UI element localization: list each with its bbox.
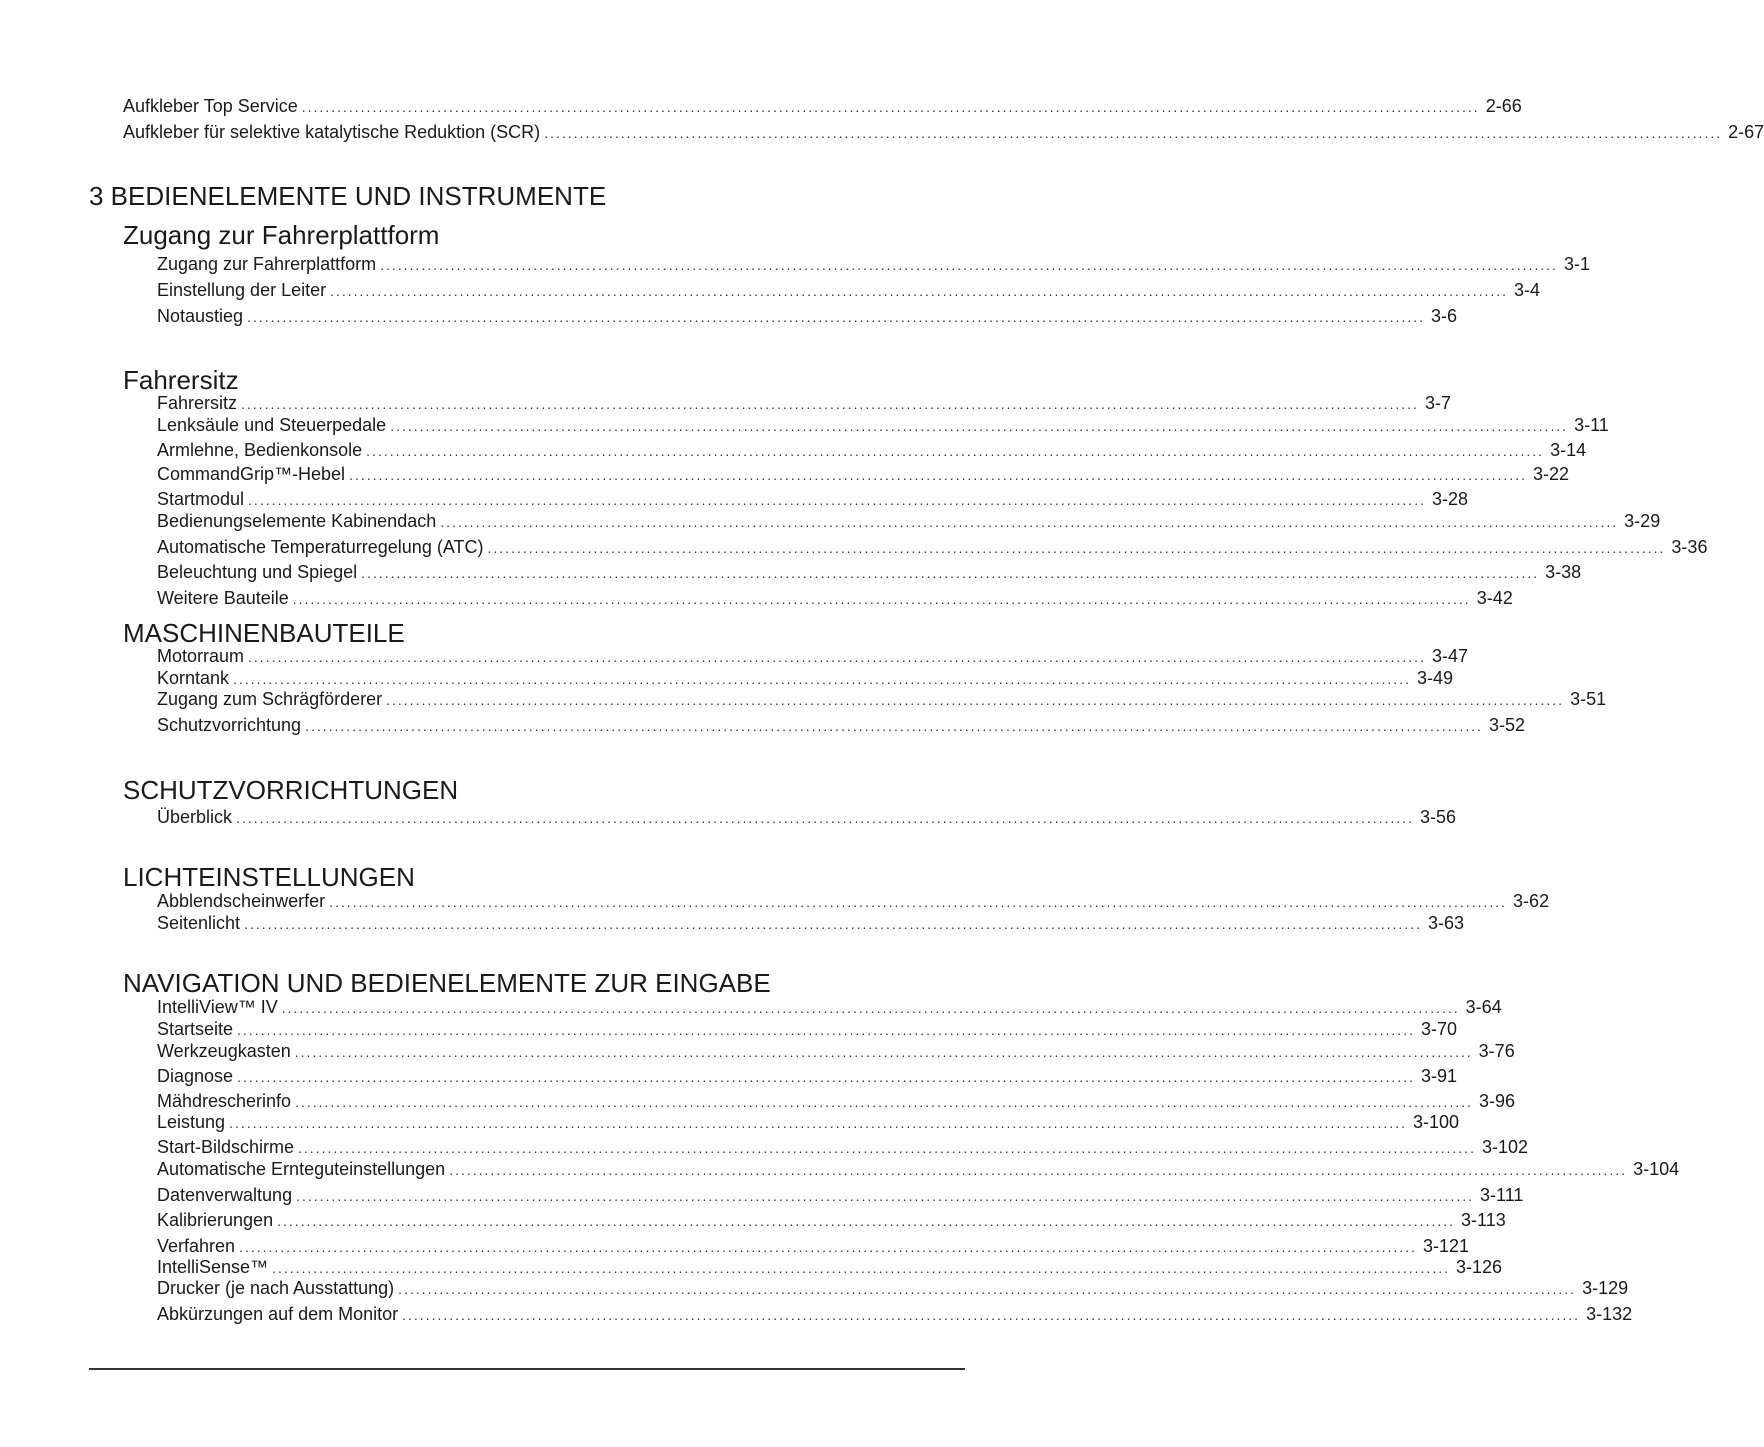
section-heading: Fahrersitz	[123, 365, 239, 395]
toc-entry[interactable]	[157, 1136, 1529, 1158]
toc-entry-label: Mähdrescherinfo	[157, 1091, 292, 1111]
toc-entry-page: 3-111	[1480, 1185, 1524, 1205]
toc-leader-dots: ........................................................................................................................................................................................................	[248, 492, 1426, 508]
toc-entry-label: Lenksäule und Steuerpedale	[157, 415, 387, 435]
toc-entry-page: 3-76	[1478, 1041, 1515, 1061]
toc-entry-page: 3-11	[1574, 415, 1609, 435]
toc-entry-page: 3-36	[1671, 537, 1708, 557]
toc-entry-label: Motorraum	[157, 646, 245, 666]
toc-entry-page: 3-91	[1421, 1066, 1458, 1086]
toc-entry-page: 3-4	[1514, 280, 1541, 300]
toc-entry[interactable]	[157, 305, 1458, 327]
toc-leader-dots: ........................................................................................................................................................................................................	[229, 1115, 1407, 1131]
toc-entry[interactable]	[157, 561, 1582, 583]
section-heading: MASCHINENBAUTEILE	[123, 618, 405, 648]
toc-entry-page: 3-132	[1586, 1304, 1633, 1324]
toc-entry-label: Einstellung der Leiter	[157, 280, 327, 300]
toc-entry-label: Armlehne, Bedienkonsole	[157, 440, 363, 460]
toc-leader-dots: ........................................................................................................................................................................................................	[366, 443, 1545, 459]
toc-entry-page: 3-38	[1545, 562, 1582, 582]
toc-entry-label: Automatische Ernteguteinstellungen	[157, 1159, 446, 1179]
toc-leader-dots: ........................................................................................................................................................................................................	[237, 1022, 1415, 1038]
chapter-heading: 3 BEDIENELEMENTE UND INSTRUMENTE	[89, 181, 607, 211]
toc-entry[interactable]	[157, 392, 1451, 414]
toc-entry[interactable]	[157, 1065, 1458, 1087]
toc-entry[interactable]	[123, 95, 1522, 117]
toc-entry[interactable]	[157, 536, 1708, 558]
toc-leader-dots: ........................................................................................................................................................................................................	[277, 1213, 1456, 1229]
toc-entry-page: 3-1	[1564, 254, 1591, 274]
toc-entry-page: 3-62	[1513, 891, 1550, 911]
toc-entry-label: Kalibrierungen	[157, 1210, 274, 1230]
toc-entry-page: 3-22	[1533, 464, 1570, 484]
toc-entry-label: Zugang zur Fahrerplattform	[157, 254, 377, 274]
toc-leader-dots: ........................................................................................................................................................................................................	[295, 1094, 1474, 1110]
section-heading: Zugang zur Fahrerplattform	[123, 220, 440, 250]
toc-entry[interactable]	[157, 1256, 1503, 1278]
toc-leader-dots: ........................................................................................................................................................................................................	[272, 1260, 1450, 1276]
toc-entry-page: 3-64	[1465, 997, 1502, 1017]
toc-entry-page: 3-104	[1633, 1159, 1680, 1179]
toc-entry-page: 3-6	[1431, 306, 1458, 326]
toc-entry[interactable]	[157, 253, 1591, 275]
toc-entry-page: 3-29	[1624, 511, 1661, 531]
toc-leader-dots: ........................................................................................................................................................................................................	[244, 916, 1422, 932]
toc-leader-dots: ........................................................................................................................................................................................................	[386, 692, 1565, 708]
toc-leader-dots: ........................................................................................................................................................................................................	[487, 540, 1666, 556]
toc-entry-label: Fahrersitz	[157, 393, 238, 413]
toc-leader-dots: ........................................................................................................................................................................................................	[298, 1140, 1476, 1156]
toc-leader-dots: ........................................................................................................................................................................................................	[349, 467, 1527, 483]
toc-entry[interactable]	[157, 714, 1526, 736]
toc-entry-label: Leistung	[157, 1112, 226, 1132]
toc-entry-label: Notaustieg	[157, 306, 244, 326]
toc-entry-label: CommandGrip™-Hebel	[157, 464, 346, 484]
toc-entry[interactable]	[157, 1018, 1458, 1040]
toc-entry[interactable]	[157, 1111, 1460, 1133]
toc-leader-dots: ........................................................................................................................................................................................................	[449, 1162, 1628, 1178]
toc-leader-dots: ........................................................................................................................................................................................................	[305, 718, 1484, 734]
toc-leader-dots: ........................................................................................................................................................................................................	[296, 1188, 1475, 1204]
toc-entry[interactable]	[157, 1209, 1506, 1231]
toc-entry-label: Weitere Bauteile	[157, 588, 289, 608]
toc-leader-dots: ........................................................................................................................................................................................................	[402, 1307, 1581, 1323]
toc-entry-label: IntelliView™ IV	[157, 997, 278, 1017]
toc-leader-dots: ........................................................................................................................................................................................................	[241, 396, 1419, 412]
toc-leader-dots: ........................................................................................................................................................................................................	[330, 283, 1509, 299]
toc-entry-page: 3-47	[1431, 646, 1468, 666]
toc-entry[interactable]	[157, 688, 1607, 710]
toc-leader-dots: ........................................................................................................................................................................................................	[292, 591, 1471, 607]
toc-entry[interactable]	[157, 1090, 1516, 1112]
toc-entry-label: Überblick	[157, 807, 233, 827]
toc-entry[interactable]	[157, 1040, 1515, 1062]
toc-entry-page: 3-52	[1489, 715, 1526, 735]
toc-leader-dots: ........................................................................................................................................................................................................	[329, 894, 1508, 910]
toc-leader-dots: ........................................................................................................................................................................................................	[544, 125, 1723, 141]
toc-entry[interactable]	[157, 1303, 1633, 1325]
toc-entry-page: 2-66	[1485, 96, 1522, 116]
toc-entry[interactable]	[157, 996, 1502, 1018]
toc-leader-dots: ........................................................................................................................................................................................................	[390, 418, 1569, 434]
toc-entry-label: Bedienungselemente Kabinendach	[157, 511, 437, 531]
toc-entry-label: Werkzeugkasten	[157, 1041, 291, 1061]
toc-entry-label: Abkürzungen auf dem Monitor	[157, 1304, 399, 1324]
toc-entry[interactable]	[157, 806, 1456, 828]
toc-entry[interactable]	[157, 510, 1661, 532]
toc-entry-page: 3-100	[1413, 1112, 1460, 1132]
toc-leader-dots: ........................................................................................................................................................................................................	[233, 671, 1411, 687]
toc-leader-dots: ........................................................................................................................................................................................................	[301, 99, 1480, 115]
toc-entry[interactable]	[123, 121, 1764, 143]
toc-entry-page: 3-113	[1461, 1210, 1506, 1230]
toc-entry-page: 3-49	[1416, 668, 1454, 688]
toc-leader-dots: ........................................................................................................................................................................................................	[239, 1239, 1417, 1255]
toc-entry-page: 3-121	[1423, 1236, 1470, 1256]
toc-leader-dots: ........................................................................................................................................................................................................	[361, 565, 1540, 581]
toc-entry-label: Aufkleber Top Service	[123, 96, 298, 116]
toc-entry-label: Aufkleber für selektive katalytische Reduktion (SCR)	[123, 122, 541, 142]
section-heading: SCHUTZVORRICHTUNGEN	[123, 775, 459, 805]
toc-entry-label: Automatische Temperaturregelung (ATC)	[157, 537, 484, 557]
toc-leader-dots: ........................................................................................................................................................................................................	[440, 514, 1619, 530]
toc-entry-label: Startseite	[157, 1019, 234, 1039]
toc-entry-page: 3-70	[1420, 1019, 1458, 1039]
toc-entry-label: Startmodul	[157, 489, 245, 509]
toc-entry[interactable]	[157, 587, 1513, 609]
toc-leader-dots: ........................................................................................................................................................................................................	[294, 1044, 1473, 1060]
footer-rule	[89, 1368, 965, 1370]
toc-entry[interactable]	[157, 890, 1550, 912]
toc-entry-page: 3-129	[1582, 1278, 1629, 1298]
toc-entry[interactable]	[157, 1184, 1524, 1206]
toc-leader-dots: ........................................................................................................................................................................................................	[236, 810, 1414, 826]
toc-entry-label: Zugang zum Schrägförderer	[157, 689, 383, 709]
toc-leader-dots: ........................................................................................................................................................................................................	[281, 1000, 1460, 1016]
section-heading: NAVIGATION UND BEDIENELEMENTE ZUR EINGABE	[123, 968, 771, 998]
toc-leader-dots: ........................................................................................................................................................................................................	[398, 1281, 1577, 1297]
toc-entry-page: 3-7	[1424, 393, 1451, 413]
toc-entry-page: 3-96	[1479, 1091, 1516, 1111]
toc-entry-page: 3-51	[1570, 689, 1607, 709]
toc-entry-page: 3-56	[1419, 807, 1456, 827]
toc-entry-label: Diagnose	[157, 1066, 234, 1086]
toc-entry-label: Start-Bildschirme	[157, 1137, 295, 1157]
toc-entry-label: Abblendscheinwerfer	[157, 891, 326, 911]
toc-entry-label: IntelliSense™	[157, 1257, 269, 1277]
toc-entry-label: Schutzvorrichtung	[157, 715, 302, 735]
toc-entry-page: 3-126	[1456, 1257, 1503, 1277]
toc-entry[interactable]	[157, 439, 1587, 461]
toc-entry-label: Beleuchtung und Spiegel	[157, 562, 358, 582]
toc-entry[interactable]	[157, 1235, 1470, 1257]
toc-entry-label: Datenverwaltung	[157, 1185, 293, 1205]
toc-leader-dots: ........................................................................................................................................................................................................	[380, 257, 1559, 273]
toc-entry[interactable]	[157, 645, 1468, 667]
toc-entry-label: Korntank	[157, 668, 230, 688]
toc-entry-label: Drucker (je nach Ausstattung)	[157, 1278, 395, 1298]
toc-entry[interactable]	[157, 279, 1541, 301]
toc-entry-page: 3-42	[1476, 588, 1513, 608]
toc-entry-page: 3-63	[1428, 913, 1465, 933]
toc-entry[interactable]	[157, 667, 1454, 689]
toc-entry-page: 3-28	[1431, 489, 1469, 509]
toc-entry[interactable]	[157, 488, 1469, 510]
toc-leader-dots: ........................................................................................................................................................................................................	[237, 1069, 1415, 1085]
toc-entry-label: Verfahren	[157, 1236, 236, 1256]
toc-entry[interactable]	[157, 912, 1465, 934]
toc-entry-page: 3-14	[1550, 440, 1587, 460]
toc-leader-dots: ........................................................................................................................................................................................................	[248, 649, 1426, 665]
toc-entry-label: Seitenlicht	[157, 913, 241, 933]
toc-entry[interactable]	[157, 1277, 1629, 1299]
toc-entry[interactable]	[157, 1158, 1680, 1180]
toc-entry-page: 3-102	[1481, 1137, 1529, 1157]
toc-entry[interactable]	[157, 414, 1609, 436]
toc-leader-dots: ........................................................................................................................................................................................................	[247, 309, 1425, 325]
toc-entry[interactable]	[157, 463, 1570, 485]
toc-entry-page: 2-67	[1728, 122, 1764, 142]
section-heading: LICHTEINSTELLUNGEN	[123, 862, 415, 892]
